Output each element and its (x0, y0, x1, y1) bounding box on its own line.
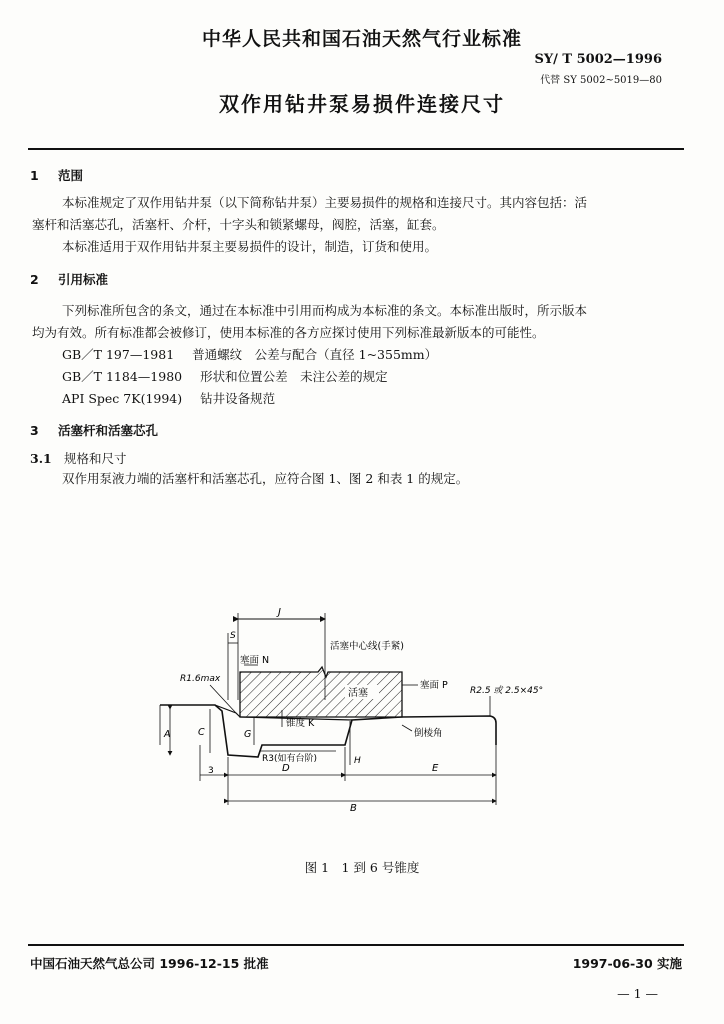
section-title: 活塞杆和活塞芯孔 (58, 423, 159, 438)
page-number: — 1 — (617, 986, 658, 1001)
label-r2-5: R2.5 或 2.5×45° (470, 686, 544, 696)
reference-item: GB／T 1184—1980 形状和位置公差 未注公差的规定 (62, 369, 388, 384)
label-r1-6: R1.6max (180, 674, 221, 684)
section-2-body (32, 300, 684, 344)
subsection-number: 3.1 (30, 451, 52, 466)
label-face-n: 塞面 N (240, 655, 270, 666)
label-3: 3 (208, 766, 214, 776)
paragraph-continuation: 均为有效。所有标准都会被修订，使用本标准的各方应探讨使用下列标准最新版本的可能性。 (32, 325, 545, 340)
label-j: J (278, 607, 281, 618)
subsection-3-1-heading (30, 449, 127, 467)
label-a: A (164, 729, 171, 740)
footer-rule (28, 944, 684, 946)
header-rule (28, 148, 684, 150)
label-h: H (354, 756, 361, 766)
section-title: 引用标准 (58, 272, 109, 287)
leader-line (402, 725, 412, 731)
label-b: B (350, 803, 357, 814)
section-3-heading (30, 421, 158, 439)
label-c: C (198, 727, 205, 738)
section-number: 1 (30, 168, 39, 183)
label-e: E (432, 763, 439, 774)
label-face-p: 塞面 P (420, 680, 448, 691)
paragraph: 双作用泵液力端的活塞杆和活塞芯孔，应符合图 1、图 2 和表 1 的规定。 (62, 471, 469, 486)
approval-statement: 中国石油天然气总公司 1996-12-15 批准 (30, 956, 269, 971)
section-3-body (62, 468, 684, 490)
reference-item: API Spec 7K(1994) 钻井设备规范 (62, 391, 276, 406)
label-chamfer: 倒棱角 (414, 728, 443, 739)
section-number: 2 (30, 272, 39, 287)
subsection-title: 规格和尺寸 (64, 451, 127, 466)
section-number: 3 (30, 423, 39, 438)
standard-organization: 中华人民共和国石油天然气行业标准 (201, 28, 522, 50)
section-title: 范围 (58, 168, 84, 183)
label-s: S (230, 631, 236, 641)
paragraph-continuation: 塞杆和活塞芯孔，活塞杆、介杆，十字头和锁紧螺母，阀腔，活塞，缸套。 (32, 217, 445, 232)
replaces-standard: 代替 SY 5002~5019—80 (540, 75, 662, 86)
paragraph: 本标准适用于双作用钻井泵主要易损件的设计，制造，订货和使用。 (62, 239, 438, 254)
paragraph: 本标准规定了双作用钻井泵（以下简称钻井泵）主要易损件的规格和连接尺寸。其内容包括：活 (62, 195, 588, 210)
label-d: D (282, 763, 290, 774)
rod-fillet (215, 705, 240, 717)
label-g: G (244, 729, 252, 740)
figure-caption: 图 1 1 到 6 号锥度 (304, 860, 420, 875)
section-1-body (32, 192, 684, 258)
standard-number: SY/ T 5002—1996 (534, 52, 662, 67)
effective-date: 1997-06-30 实施 (572, 956, 682, 971)
figure-1-drawing (140, 605, 560, 820)
section-1-heading (30, 166, 83, 184)
label-taper-k: 锥度 K (286, 718, 315, 729)
reference-list (62, 344, 455, 410)
paragraph: 下列标准所包含的条文，通过在本标准中引用而构成为本标准的条文。本标准出版时，所示版本 (62, 303, 588, 318)
section-2-heading (30, 270, 108, 288)
label-r3: R3(如有台阶) (262, 754, 318, 764)
document-title: 双作用钻井泵易损件连接尺寸 (219, 92, 505, 116)
reference-item: GB／T 197—1981 普通螺纹 公差与配合（直径 1~355mm） (62, 347, 438, 362)
leader-line (210, 685, 236, 713)
label-piston-centerline: 活塞中心线(手紧) (330, 641, 404, 652)
label-piston: 活塞 (348, 688, 368, 699)
